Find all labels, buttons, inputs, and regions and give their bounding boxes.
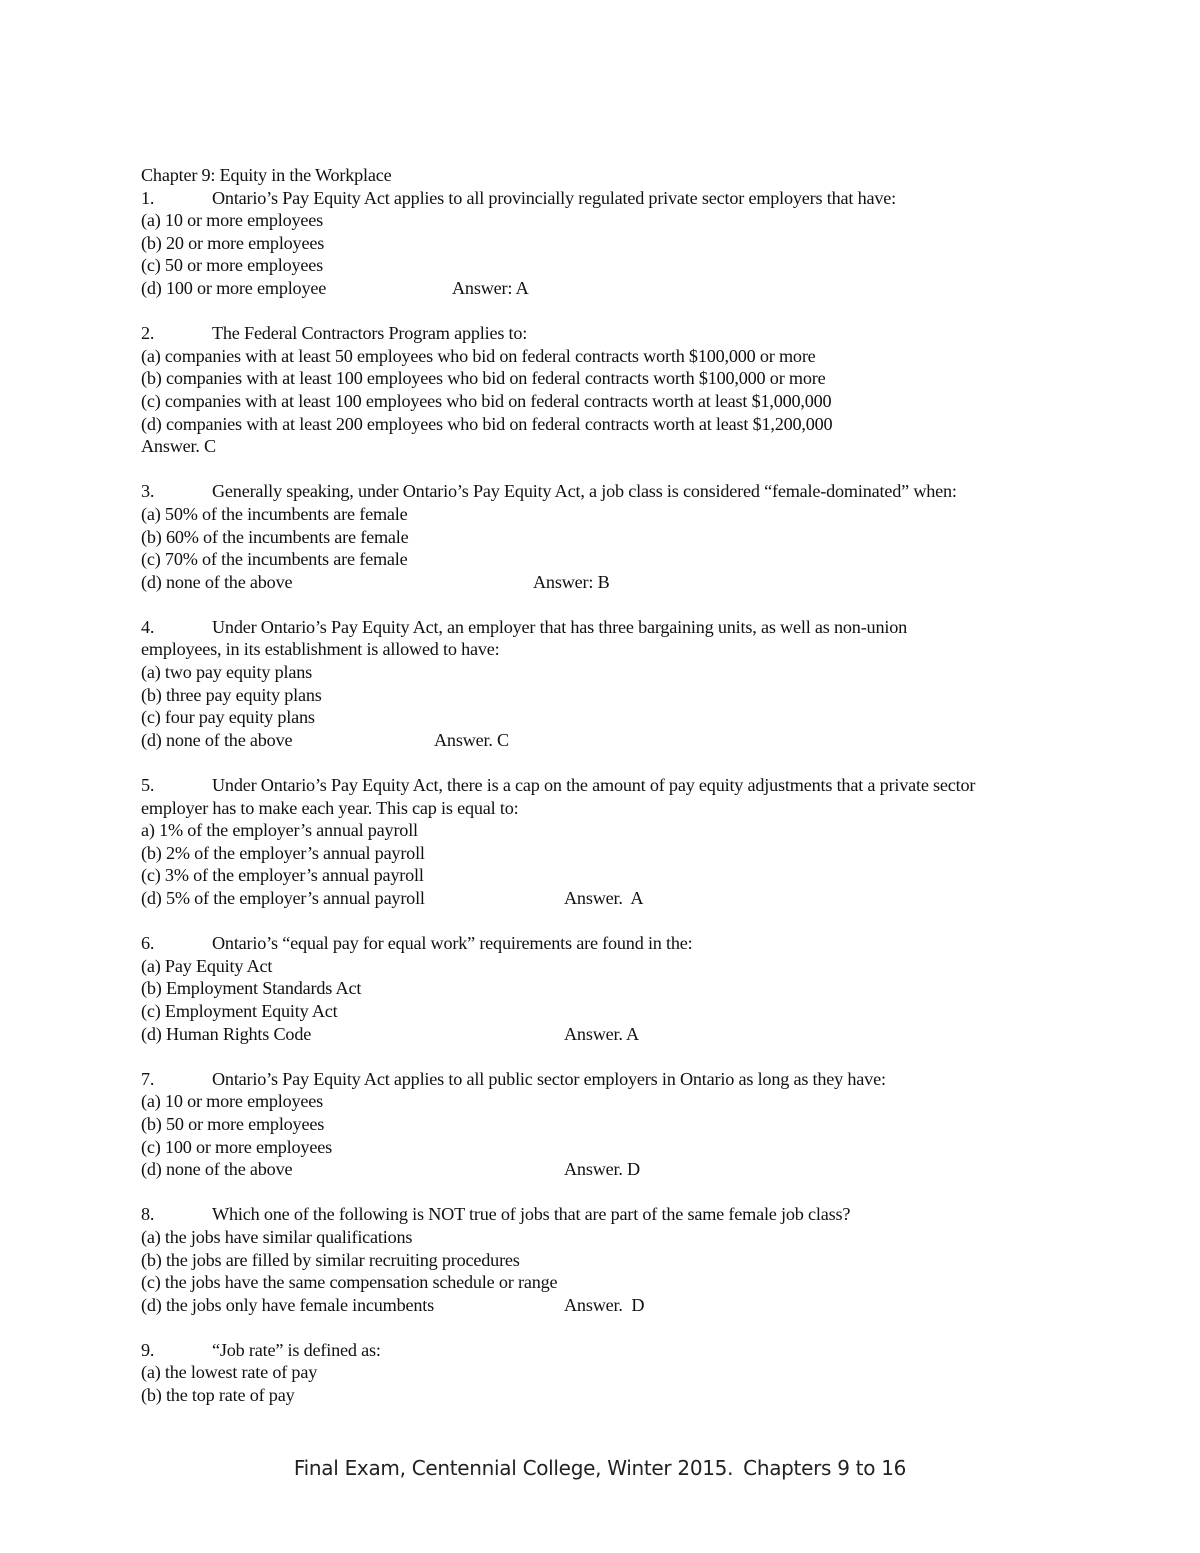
option: (b) three pay equity plans [141,684,322,705]
option-row [141,1294,1076,1317]
option: (b) 20 or more employees [141,232,325,253]
question-7 [141,1068,1076,1091]
answer-label: Answer. A [564,1023,639,1044]
answer-label: Answer. D [564,1159,640,1180]
question-8 [141,1203,1076,1226]
option: (a) companies with at least 50 employees who bid on federal contracts worth $100,000 or more [141,345,816,366]
option: (b) the jobs are filled by similar recruiting procedures [141,1249,520,1270]
option: (d) 100 or more employee [141,277,327,298]
question-number: 6. [141,933,155,954]
question-text: Ontario’s Pay Equity Act applies to all public sector employers in Ontario as long as they have: [212,1068,886,1089]
answer-label: Answer. C [434,729,509,750]
option: (a) the jobs have similar qualifications [141,1226,413,1247]
question-text: Which one of the following is NOT true of jobs that are part of the same female job class? [212,1204,851,1225]
option: (c) 3% of the employer’s annual payroll [141,865,424,886]
option: (c) companies with at least 100 employees who bid on federal contracts worth at least $1,000,000 [141,390,832,411]
footer-exam-info: Final Exam, Centennial College, Winter 2015. [293,1456,734,1480]
question-2 [141,322,1076,345]
option: (b) 50 or more employees [141,1113,325,1134]
question-number: 4. [141,616,155,637]
option: a) 1% of the employer’s annual payroll [141,820,418,841]
option-row [141,1158,1076,1181]
answer-label: Answer: A [452,277,529,298]
option: (a) 50% of the incumbents are female [141,503,408,524]
option: (c) 70% of the incumbents are female [141,549,408,570]
option: (c) the jobs have the same compensation schedule or range [141,1272,558,1293]
question-number: 9. [141,1339,155,1360]
option-row [141,1023,1076,1046]
option: (c) 100 or more employees [141,1136,332,1157]
question-number: 8. [141,1204,155,1225]
option: (a) the lowest rate of pay [141,1362,318,1383]
question-4 [141,616,1076,639]
option: (d) none of the above [141,1159,293,1180]
question-number: 5. [141,775,155,796]
question-text: Under Ontario’s Pay Equity Act, there is a cap on the amount of pay equity adjustments that a private sector [212,775,976,796]
option: (d) none of the above [141,571,293,592]
question-text: Ontario’s “equal pay for equal work” requirements are found in the: [212,933,693,954]
question-6 [141,932,1076,955]
question-9 [141,1339,1076,1362]
option: (c) four pay equity plans [141,707,315,728]
question-1 [141,187,1076,210]
option: (a) 10 or more employees [141,1091,324,1112]
option: (d) companies with at least 200 employees who bid on federal contracts worth at least $1,200,000 [141,413,833,434]
option: (b) 2% of the employer’s annual payroll [141,842,425,863]
question-text: The Federal Contractors Program applies to: [212,323,528,344]
footer-chapters: Chapters 9 to 16 [743,1456,907,1480]
option-row [141,729,1076,752]
option: (c) 50 or more employees [141,255,324,276]
question-number: 2. [141,323,155,344]
option: (a) Pay Equity Act [141,955,273,976]
option-row [141,277,1076,300]
option: (d) Human Rights Code [141,1023,312,1044]
option-row [141,571,1076,594]
answer-label: Answer: B [533,571,610,592]
question-text: “Job rate” is defined as: [212,1339,381,1360]
option: (d) 5% of the employer’s annual payroll [141,888,425,908]
option: (a) 10 or more employees [141,210,324,231]
option-row [141,887,1076,910]
question-number: 1. [141,187,155,208]
option: (b) companies with at least 100 employees who bid on federal contracts worth $100,000 or more [141,368,826,389]
question-5 [141,774,1076,797]
answer-label: Answer. C [141,436,216,457]
chapter-heading: Chapter 9: Equity in the Workplace [141,165,392,185]
question-text-continued: employees, in its establishment is allowed to have: [141,639,500,660]
question-3 [141,480,1076,503]
question-text: Generally speaking, under Ontario’s Pay Equity Act, a job class is considered “female-dominated” when: [212,481,957,502]
question-number: 7. [141,1068,155,1089]
question-text: Under Ontario’s Pay Equity Act, an employer that has three bargaining units, as well as non-union [212,616,907,637]
option: (b) 60% of the incumbents are female [141,526,409,547]
exam-content [141,164,1076,1407]
option: (c) Employment Equity Act [141,1000,338,1021]
option: (b) the top rate of pay [141,1385,295,1406]
question-text: Ontario’s Pay Equity Act applies to all provincially regulated private sector employers that have: [212,187,896,208]
answer-label: Answer. A [564,888,644,908]
option: (d) none of the above [141,729,293,750]
option: (b) Employment Standards Act [141,978,362,999]
answer-label: Answer. D [564,1294,645,1315]
question-text-continued: employer has to make each year. This cap is equal to: [141,797,519,818]
option: (a) two pay equity plans [141,662,312,683]
question-number: 3. [141,481,155,502]
option: (d) the jobs only have female incumbents [141,1294,435,1315]
page-footer [0,1456,1200,1480]
